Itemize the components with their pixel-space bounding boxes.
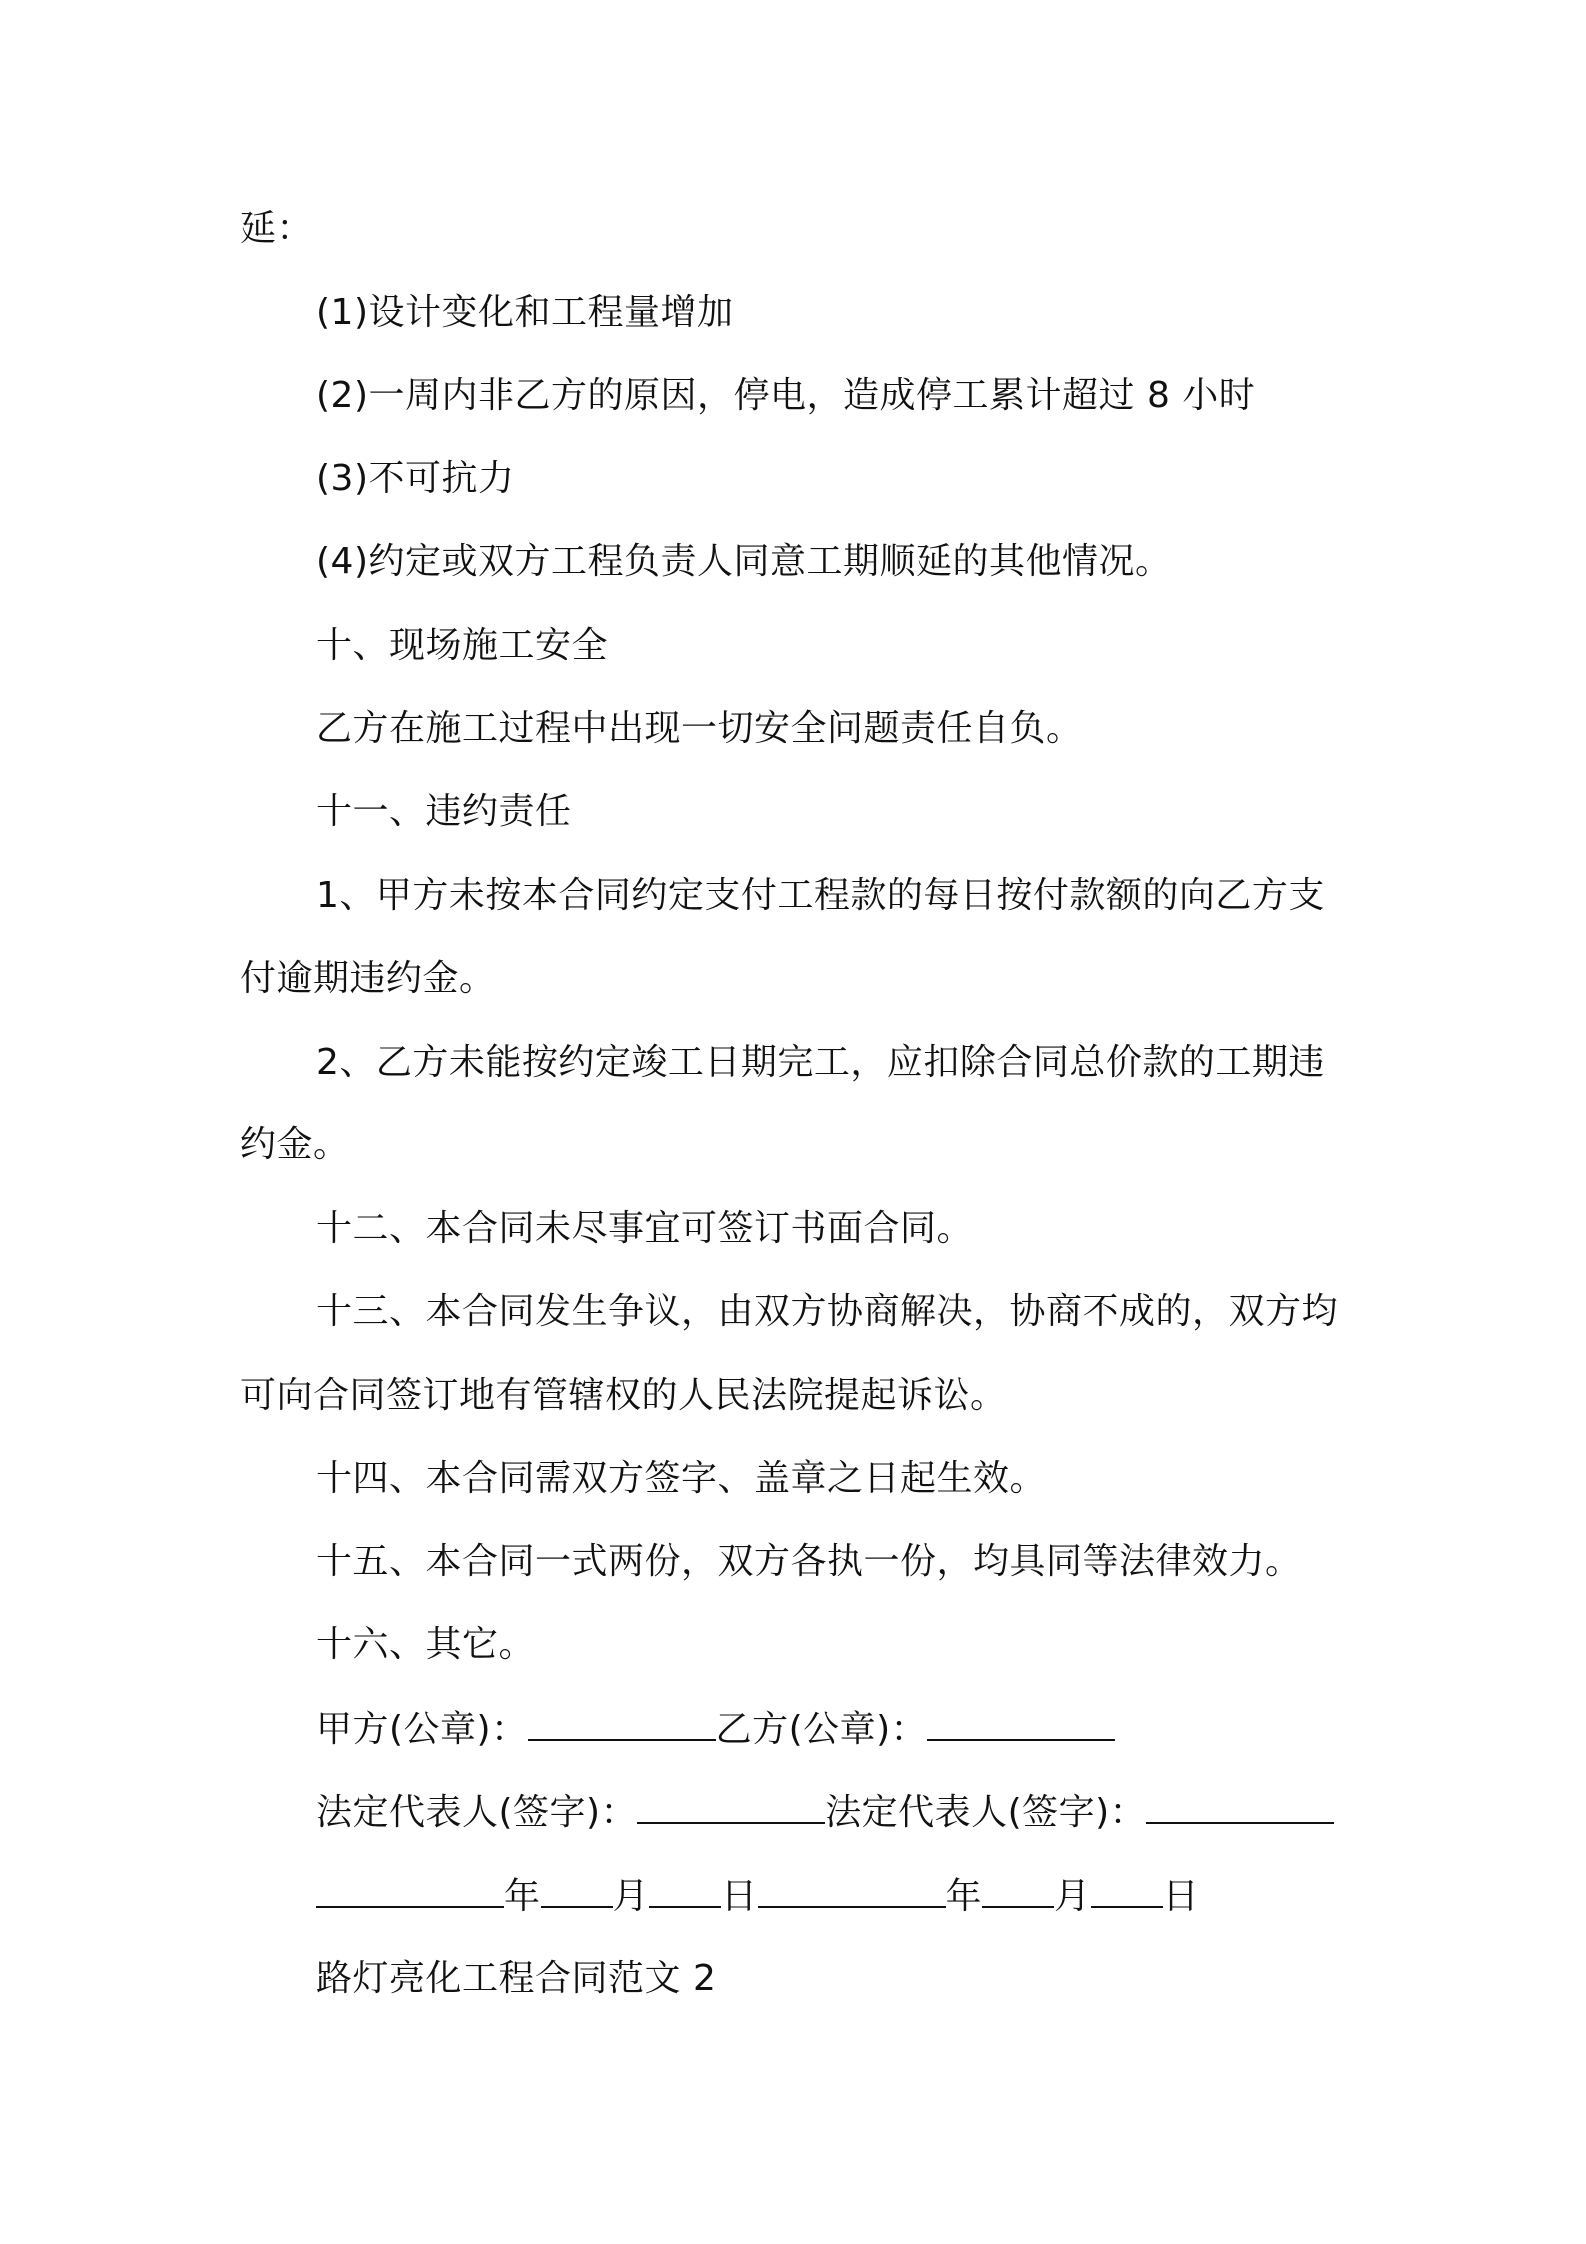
date-b-month-blank[interactable] (982, 1872, 1054, 1908)
date-b-day-label: 日 (1162, 1876, 1200, 1917)
date-b-year-label: 年 (945, 1876, 983, 1917)
list-item-4: (4)约定或双方工程负责人同意工期顺延的其他情况。 (316, 541, 1172, 582)
date-a-month-blank[interactable] (541, 1872, 613, 1908)
section-heading-11: 十一、违约责任 (316, 791, 572, 832)
list-item-1: (1)设计变化和工程量增加 (316, 292, 734, 333)
section-heading-10: 十、现场施工安全 (316, 625, 609, 666)
rep-b-blank[interactable] (1146, 1788, 1334, 1824)
rep-a-label: 法定代表人(签字)： (316, 1792, 638, 1833)
rep-b-label: 法定代表人(签字)： (825, 1792, 1147, 1833)
section-14: 十四、本合同需双方签字、盖章之日起生效。 (316, 1458, 1047, 1499)
clause-11-2-line-2: 约金。 (240, 1124, 350, 1165)
next-document-title: 路灯亮化工程合同范文 2 (316, 1958, 717, 1999)
party-b-seal-blank[interactable] (927, 1705, 1115, 1741)
date-a-month-label: 月 (612, 1876, 650, 1917)
section-12: 十二、本合同未尽事宜可签订书面合同。 (316, 1208, 974, 1249)
signature-seal-row (316, 1705, 1115, 1754)
date-b-month-label: 月 (1054, 1876, 1091, 1917)
section-13-line-2: 可向合同签订地有管辖权的人民法院提起诉讼。 (240, 1375, 1007, 1416)
date-a-day-blank[interactable] (649, 1872, 721, 1908)
paragraph-continuation: 延： (240, 208, 314, 249)
date-a-day-label: 日 (721, 1876, 758, 1917)
signature-rep-row (316, 1788, 1334, 1837)
rep-a-blank[interactable] (637, 1788, 825, 1824)
signature-date-row (316, 1872, 1199, 1921)
section-15: 十五、本合同一式两份，双方各执一份，均具同等法律效力。 (316, 1541, 1302, 1582)
date-b-year-blank[interactable] (758, 1872, 946, 1908)
party-a-seal-label: 甲方(公章)： (316, 1709, 528, 1750)
date-b-day-blank[interactable] (1091, 1872, 1163, 1908)
section-16: 十六、其它。 (316, 1624, 536, 1665)
section-10-body: 乙方在施工过程中出现一切安全问题责任自负。 (316, 708, 1083, 749)
clause-11-1-line-2: 付逾期违约金。 (240, 958, 496, 999)
list-item-3: (3)不可抗力 (316, 458, 515, 499)
list-item-2: (2)一周内非乙方的原因，停电，造成停工累计超过 8 小时 (316, 375, 1256, 416)
date-a-year-blank[interactable] (316, 1872, 504, 1908)
party-b-seal-label: 乙方(公章)： (715, 1709, 928, 1750)
party-a-seal-blank[interactable] (528, 1705, 716, 1741)
section-13-line-1: 十三、本合同发生争议，由双方协商解决，协商不成的，双方均 (316, 1291, 1339, 1332)
clause-11-1-line-1: 1、甲方未按本合同约定支付工程款的每日按付款额的向乙方支 (316, 875, 1325, 916)
date-a-year-label: 年 (504, 1876, 541, 1917)
clause-11-2-line-1: 2、乙方未能按约定竣工日期完工，应扣除合同总价款的工期违 (316, 1042, 1325, 1083)
